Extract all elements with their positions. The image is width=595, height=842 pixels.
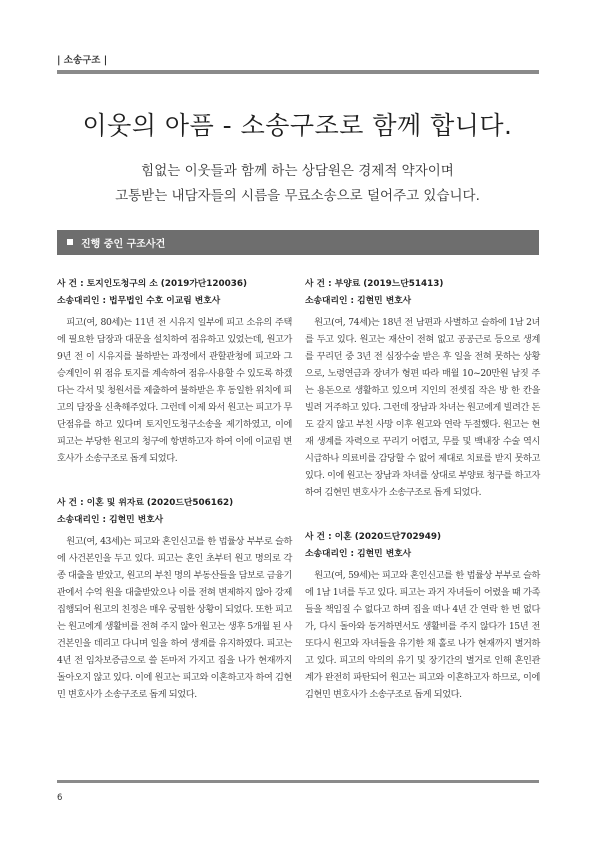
- case-title: 사 건 : 이혼 및 위자료 (2020드단506162): [57, 498, 234, 508]
- right-column: [305, 276, 540, 712]
- banner-label: 진행 중인 구조사건: [81, 239, 166, 250]
- case-agent: 소송대리인 : 법무법인 수호 이교림 변호사: [57, 296, 221, 306]
- case-title: 사 건 : 토지인도청구의 소 (2019가단120036): [57, 279, 248, 289]
- case-body: 원고(여, 59세)는 피고와 혼인신고를 한 법률상 부부로 슬하에 1남 1녀를 두고 있다. 피고는 과거 자녀들이 어렸을 때 가족들을 책임질 수 없다고 하며 집을 떠나 4년 간 연락 한 번 없다가, 다시 돌아와 동거하면서도 생활비를 주지 않다가 15년 전 또다시 원고와 자녀들을 유기한 채 홀로 나가 현재까지 별거하고 있다. 피고의 악의의 유기 및 장기간의 별거로 인해 혼인관계가 완전히 파탄되어 원고는 피고와 이혼하고자 하므로, 이에 김현민 변호사가 소송구조로 돕게 되었다.: [305, 570, 540, 700]
- case-body: 원고(여, 43세)는 피고와 혼인신고를 한 법률상 부부로 슬하에 사건본인을 두고 있다. 피고는 혼인 초부터 원고 명의로 각종 대출을 받았고, 원고의 부친 명의 부동산들을 담보로 금융기관에서 수억 원을 대출받았으나 이를 전혀 변제하지 않아 강제집행되어 원고의 친정은 매우 궁핍한 상황이 되었다. 또한 피고는 원고에게 생활비를 전혀 주지 않아 원고는 생후 5개월 된 사건본인을 데리고 다니며 일을 하여 생계를 유지하였다. 피고는 4년 전 임차보증금으로 쓸 돈마저 가지고 집을 나가 현재까지 돌아오지 않고 있다. 이에 원고는 피고와 이혼하고자 하여 김현민 변호사가 소송구조로 돕게 되었다.: [57, 536, 292, 700]
- page-number: 6: [57, 793, 63, 803]
- subtitle-line-2: 고통받는 내담자들의 시름을 무료소송으로 덜어주고 있습니다.: [115, 188, 480, 204]
- case-entry: [305, 276, 540, 501]
- subtitle-line-1: 힘없는 이웃들과 함께 하는 상담원은 경제적 약자이며: [141, 163, 454, 179]
- left-column: [57, 276, 292, 712]
- section-banner: [57, 230, 539, 255]
- case-title: 사 건 : 부양료 (2019느단51413): [305, 279, 444, 289]
- case-agent: 소송대리인 : 김현민 변호사: [305, 296, 412, 306]
- case-agent: 소송대리인 : 김현민 변호사: [305, 549, 412, 559]
- case-body: 피고(여, 80세)는 11년 전 시유지 일부에 피고 소유의 주택에 필요한 담장과 대문을 설치하여 점유하고 있었는데, 원고가 9년 전 이 시유지를 불하받는 과정에서 관할관청에 피고와 그 승계인이 위 점유 토지를 계속하여 점유·사용할 수 있도록 하겠다는 각서 및 청원서를 제출하여 불하받은 후 동일한 위치에 피고의 담장을 신축해주었다. 그런데 이제 와서 원고는 피고가 무단점유를 하고 있다며 토지인도청구소송을 제기하였고, 이에 피고는 부당한 원고의 청구에 항변하고자 하여 이에 이교림 변호사가 소송구조로 돕게 되었다.: [57, 317, 292, 464]
- case-body: 원고(여, 74세)는 18년 전 남편과 사별하고 슬하에 1남 2녀를 두고 있다. 원고는 재산이 전혀 없고 공공근로 등으로 생계를 꾸리던 중 3년 전 심장수술 받은 후 일을 전혀 못하는 상황으로, 노령연금과 장녀가 형편 따라 매월 10~20만원 남짓 주는 용돈으로 생활하고 있으며 지인의 전셋집 작은 방 한 칸을 빌려 거주하고 있다. 그런데 장남과 차녀는 원고에게 빌려간 돈도 갚지 않고 부친 사망 이후 원고와 연락 두절했다. 원고는 현재 생계를 자력으로 꾸리기 어렵고, 무릎 및 백내장 수술 역시 시급하나 의료비를 감당할 수 없어 제대로 치료를 받지 못하고 있다. 이에 원고는 장남과 차녀를 상대로 부양료 청구를 하고자 하여 김현민 변호사가 소송구조로 돕게 되었다.: [305, 317, 540, 498]
- case-agent: 소송대리인 : 김현민 변호사: [57, 515, 164, 525]
- case-entry: [305, 529, 540, 703]
- square-bullet-icon: [67, 239, 73, 245]
- case-entry: [57, 495, 292, 703]
- top-divider: [57, 70, 539, 74]
- section-label: | 소송구조 |: [57, 55, 108, 66]
- page-title: 이웃의 아픔 - 소송구조로 함께 합니다.: [82, 111, 513, 140]
- bottom-divider: [57, 780, 539, 783]
- case-title: 사 건 : 이혼 (2020드단702949): [305, 532, 442, 542]
- case-entry: [57, 276, 292, 467]
